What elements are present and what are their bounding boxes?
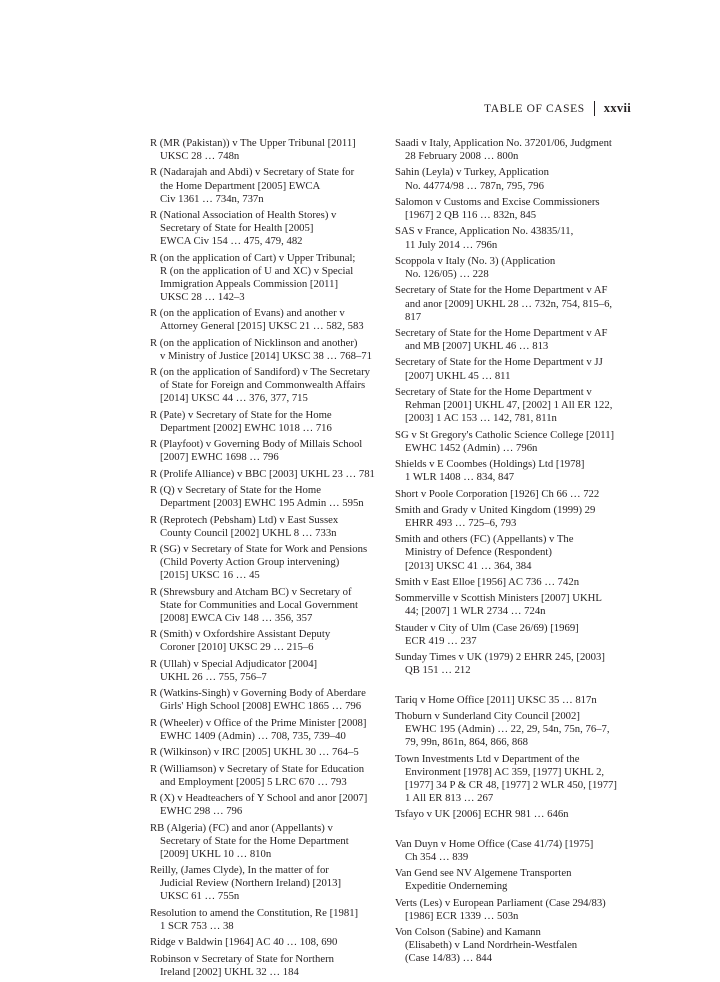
- case-continuation-line: [2015] UKSC 16 … 45: [160, 569, 260, 582]
- case-continuation-line: [1977] 34 P & CR 48, [1977] 2 WLR 450, [1977]: [405, 778, 617, 791]
- running-header-title: TABLE OF CASES: [484, 102, 585, 115]
- case-entry: [395, 753, 628, 805]
- case-name-line: Van Gend see NV Algemene Transporten: [395, 867, 572, 880]
- case-continuation-line: R (on the application of U and XC) v Special: [160, 264, 354, 277]
- case-name-line: R (Prolife Alliance) v BBC [2003] UKHL 23 … 781: [150, 467, 375, 480]
- case-continuation-line: (Elisabeth) v Land Nordrhein-Westfalen: [405, 939, 578, 952]
- right-column: [395, 137, 628, 969]
- case-name-line: Robinson v Secretary of State for Northern: [150, 952, 335, 965]
- case-name-line: R (Wilkinson) v IRC [2005] UKHL 30 … 764–5: [150, 746, 359, 759]
- case-entry: [395, 838, 628, 864]
- case-continuation-line: UKSC 28 … 748n: [160, 150, 240, 163]
- case-continuation-line: of State for Foreign and Commonwealth Affairs: [160, 379, 366, 392]
- case-entry: [150, 409, 378, 435]
- case-name-line: R (Shrewsbury and Atcham BC) v Secretary of: [150, 585, 352, 598]
- case-continuation-line: Department [2002] EWHC 1018 … 716: [160, 421, 332, 434]
- case-continuation-line: UKSC 61 … 755n: [160, 890, 240, 903]
- case-entry: [150, 438, 378, 464]
- case-continuation-line: [2008] EWCA Civ 148 … 356, 357: [160, 611, 313, 624]
- case-entry: [150, 953, 378, 979]
- case-continuation-line: [2009] UKHL 10 … 810n: [160, 847, 272, 860]
- case-name-line: Shields v E Coombes (Holdings) Ltd [1978]: [395, 458, 585, 471]
- case-continuation-line: EWCA Civ 154 … 475, 479, 482: [160, 235, 303, 248]
- case-name-line: Stauder v City of Ulm (Case 26/69) [1969]: [395, 621, 579, 634]
- case-entry: [395, 592, 628, 618]
- case-name-line: Sunday Times v UK (1979) 2 EHRR 245, [2003]: [395, 651, 605, 664]
- case-continuation-line: 44; [2007] 1 WLR 2734 … 724n: [405, 605, 546, 618]
- case-entry: [395, 386, 628, 425]
- case-entry: [395, 137, 628, 163]
- letter-group-gap: [395, 681, 628, 694]
- case-continuation-line: 11 July 2014 … 796n: [405, 238, 498, 251]
- case-entry: [395, 897, 628, 923]
- case-entry: [395, 166, 628, 192]
- case-entry: [395, 225, 628, 251]
- case-continuation-line: Attorney General [2015] UKSC 21 … 582, 583: [160, 320, 364, 333]
- case-name-line: Sahin (Leyla) v Turkey, Application: [395, 166, 549, 179]
- case-continuation-line: Secretary of State for the Home Department: [160, 834, 349, 847]
- case-entry: [150, 822, 378, 861]
- case-continuation-line: Environment [1978] AC 359, [1977] UKHL 2,: [405, 765, 605, 778]
- case-name-line: Von Colson (Sabine) and Kamann: [395, 926, 541, 939]
- case-entry: [395, 504, 628, 530]
- case-continuation-line: [1986] ECR 1339 … 503n: [405, 909, 519, 922]
- case-continuation-line: Judicial Review (Northern Ireland) [2013]: [160, 877, 342, 890]
- case-entry: [395, 458, 628, 484]
- header-divider: [594, 101, 595, 116]
- case-entry: [395, 488, 628, 501]
- case-continuation-line: [1967] 2 QB 116 … 832n, 845: [405, 209, 537, 222]
- case-continuation-line: [2014] UKSC 44 … 376, 377, 715: [160, 392, 308, 405]
- case-name-line: Tsfayo v UK [2006] ECHR 981 … 646n: [395, 808, 569, 821]
- case-continuation-line: Immigration Appeals Commission [2011]: [160, 277, 339, 290]
- case-name-line: R (on the application of Cart) v Upper Tribunal;: [150, 251, 356, 264]
- page-number: xxvii: [603, 101, 631, 115]
- case-name-line: Salomon v Customs and Excise Commissioners: [395, 195, 600, 208]
- case-name-line: Secretary of State for the Home Department v: [395, 385, 592, 398]
- case-entry: [150, 514, 378, 540]
- case-entry: [395, 196, 628, 222]
- case-name-line: Smith and Grady v United Kingdom (1999) 29: [395, 503, 596, 516]
- case-continuation-line: 817: [405, 310, 422, 323]
- case-continuation-line: Ministry of Defence (Respondent): [405, 546, 552, 559]
- case-continuation-line: EWHC 1452 (Admin) … 796n: [405, 441, 538, 454]
- case-name-line: R (Williamson) v Secretary of State for Education: [150, 762, 365, 775]
- case-entry: [150, 166, 378, 205]
- case-entry: [150, 792, 378, 818]
- case-entry: [395, 356, 628, 382]
- case-entry: [150, 307, 378, 333]
- case-entry: [395, 327, 628, 353]
- case-continuation-line: 79, 99n, 861n, 864, 866, 868: [405, 736, 528, 749]
- case-name-line: RB (Algeria) (FC) and anor (Appellants) v: [150, 821, 333, 834]
- case-name-line: Van Duyn v Home Office (Case 41/74) [1975]: [395, 837, 594, 850]
- case-name-line: Verts (Les) v European Parliament (Case 294/83): [395, 896, 606, 909]
- case-name-line: R (Q) v Secretary of State for the Home: [150, 484, 321, 497]
- case-name-line: R (Nadarajah and Abdi) v Secretary of State for: [150, 166, 355, 179]
- case-entry: [395, 694, 628, 707]
- case-continuation-line: QB 151 … 212: [405, 664, 471, 677]
- case-continuation-line: 28 February 2008 … 800n: [405, 150, 519, 163]
- case-name-line: Sommerville v Scottish Ministers [2007] UKHL: [395, 592, 602, 605]
- case-entry: [150, 484, 378, 510]
- case-continuation-line: [2013] UKSC 41 … 364, 384: [405, 559, 532, 572]
- case-entry: [150, 717, 378, 743]
- case-name-line: R (on the application of Nicklinson and another): [150, 336, 358, 349]
- case-entry: [395, 255, 628, 281]
- case-continuation-line: EWHC 298 … 796: [160, 805, 243, 818]
- case-continuation-line: Ireland [2002] UKHL 32 … 184: [160, 965, 299, 978]
- case-name-line: Resolution to amend the Constitution, Re [1981]: [150, 906, 359, 919]
- case-entry: [395, 429, 628, 455]
- case-entry: [150, 746, 378, 759]
- case-name-line: SG v St Gregory's Catholic Science College [2011]: [395, 428, 615, 441]
- case-name-line: Tariq v Home Office [2011] UKSC 35 … 817n: [395, 693, 597, 706]
- case-entry: [395, 710, 628, 749]
- case-continuation-line: State for Communities and Local Government: [160, 598, 358, 611]
- case-name-line: R (Pate) v Secretary of State for the Home: [150, 408, 332, 421]
- case-continuation-line: Expeditie Onderneming: [405, 880, 508, 893]
- case-name-line: Short v Poole Corporation [1926] Ch 66 … 722: [395, 487, 600, 500]
- case-entry: [150, 907, 378, 933]
- case-entry: [150, 936, 378, 949]
- case-continuation-line: EWHC 1409 (Admin) … 708, 735, 739–40: [160, 729, 346, 742]
- case-continuation-line: [2007] UKHL 45 … 811: [405, 369, 511, 382]
- case-entry: [395, 284, 628, 323]
- case-continuation-line: Coroner [2010] UKSC 29 … 215–6: [160, 641, 314, 654]
- case-name-line: R (on the application of Sandiford) v The Secretary: [150, 366, 371, 379]
- case-continuation-line: County Council [2002] UKHL 8 … 733n: [160, 526, 337, 539]
- case-continuation-line: 1 WLR 1408 … 834, 847: [405, 471, 515, 484]
- case-name-line: R (X) v Headteachers of Y School and anor [2007]: [150, 792, 368, 805]
- case-continuation-line: the Home Department [2005] EWCA: [160, 179, 321, 192]
- case-continuation-line: [2007] EWHC 1698 … 796: [160, 451, 279, 464]
- case-continuation-line: Rehman [2001] UKHL 47, [2002] 1 All ER 122,: [405, 399, 613, 412]
- case-continuation-line: 1 All ER 813 … 267: [405, 792, 494, 805]
- case-continuation-line: Department [2003] EWHC 195 Admin … 595n: [160, 497, 364, 510]
- left-column: [150, 137, 378, 982]
- case-entry: [395, 622, 628, 648]
- case-entry: [150, 586, 378, 625]
- case-entry: [150, 252, 378, 304]
- case-name-line: R (on the application of Evans) and another v: [150, 307, 345, 320]
- case-continuation-line: [2003] 1 AC 153 … 142, 781, 811n: [405, 412, 557, 425]
- case-entry: [150, 628, 378, 654]
- case-name-line: Scoppola v Italy (No. 3) (Application: [395, 254, 556, 267]
- case-entry: [395, 651, 628, 677]
- case-name-line: R (Watkins-Singh) v Governing Body of Aberdare: [150, 687, 366, 700]
- case-name-line: Thoburn v Sunderland City Council [2002]: [395, 710, 580, 723]
- case-entry: [150, 687, 378, 713]
- case-name-line: Smith and others (FC) (Appellants) v The: [395, 533, 574, 546]
- case-continuation-line: No. 126/05) … 228: [405, 268, 489, 281]
- case-name-line: Secretary of State for the Home Department v AF: [395, 327, 608, 339]
- case-name-line: Reilly, (James Clyde), In the matter of for: [150, 864, 329, 877]
- case-continuation-line: v Ministry of Justice [2014] UKSC 38 … 768–71: [160, 349, 372, 362]
- case-entry: [150, 366, 378, 405]
- case-continuation-line: ECR 419 … 237: [405, 634, 477, 647]
- case-entry: [150, 864, 378, 903]
- case-continuation-line: (Child Poverty Action Group intervening): [160, 556, 340, 569]
- case-entry: [150, 543, 378, 582]
- case-name-line: Secretary of State for the Home Department v AF: [395, 284, 608, 297]
- case-name-line: Secretary of State for the Home Department v JJ: [395, 356, 603, 369]
- case-entry: [395, 926, 628, 965]
- case-entry: [395, 576, 628, 589]
- case-name-line: R (Playfoot) v Governing Body of Millais School: [150, 438, 363, 451]
- case-entry: [395, 808, 628, 821]
- case-continuation-line: Ch 354 … 839: [405, 850, 469, 863]
- case-entry: [150, 763, 378, 789]
- case-entry: [150, 209, 378, 248]
- case-name-line: Smith v East Elloe [1956] AC 736 … 742n: [395, 575, 580, 588]
- case-name-line: R (SG) v Secretary of State for Work and Pensions: [150, 543, 368, 556]
- case-entry: [150, 658, 378, 684]
- case-name-line: Saadi v Italy, Application No. 37201/06, Judgment: [395, 137, 612, 149]
- case-continuation-line: 1 SCR 753 … 38: [160, 919, 234, 932]
- case-continuation-line: No. 44774/98 … 787n, 795, 796: [405, 179, 544, 192]
- case-name-line: R (Ullah) v Special Adjudicator [2004]: [150, 657, 318, 670]
- case-name-line: R (Reprotech (Pebsham) Ltd) v East Sussex: [150, 513, 339, 526]
- case-continuation-line: Girls' High School [2008] EWHC 1865 … 796: [160, 700, 362, 713]
- case-entry: [150, 337, 378, 363]
- case-continuation-line: EHRR 493 … 725–6, 793: [405, 517, 517, 529]
- case-entry: [395, 867, 628, 893]
- case-name-line: Town Investments Ltd v Department of the: [395, 752, 580, 765]
- case-continuation-line: and anor [2009] UKHL 28 … 732n, 754, 815–6,: [405, 297, 613, 310]
- case-continuation-line: EWHC 195 (Admin) … 22, 29, 54n, 75n, 76–7,: [405, 723, 610, 736]
- case-entry: [150, 468, 378, 481]
- running-header: [484, 101, 631, 116]
- case-continuation-line: Civ 1361 … 734n, 737n: [160, 192, 264, 205]
- case-continuation-line: Secretary of State for Health [2005]: [160, 222, 314, 235]
- case-continuation-line: UKSC 28 … 142–3: [160, 290, 245, 303]
- case-entry: [395, 533, 628, 572]
- case-name-line: R (Wheeler) v Office of the Prime Minister [2008]: [150, 716, 367, 729]
- case-name-line: R (MR (Pakistan)) v The Upper Tribunal [2011]: [150, 137, 356, 149]
- case-name-line: R (Smith) v Oxfordshire Assistant Deputy: [150, 628, 331, 641]
- case-continuation-line: and Employment [2005] 5 LRC 670 … 793: [160, 775, 347, 788]
- case-name-line: SAS v France, Application No. 43835/11,: [395, 225, 574, 238]
- case-name-line: R (National Association of Health Stores) v: [150, 209, 337, 222]
- letter-group-gap: [395, 825, 628, 838]
- case-continuation-line: UKHL 26 … 755, 756–7: [160, 670, 267, 683]
- case-entry: [150, 137, 378, 163]
- case-continuation-line: (Case 14/83) … 844: [405, 952, 492, 965]
- case-name-line: Ridge v Baldwin [1964] AC 40 … 108, 690: [150, 936, 338, 949]
- case-continuation-line: and MB [2007] UKHL 46 … 813: [405, 340, 549, 353]
